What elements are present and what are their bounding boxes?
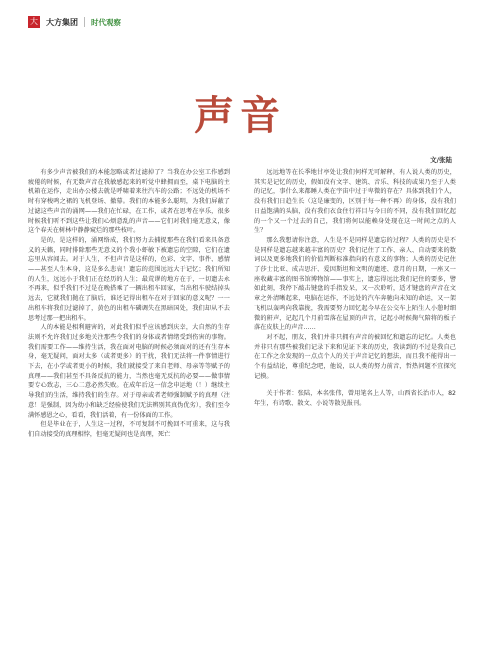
masthead	[28, 15, 121, 29]
article-column-left	[28, 168, 230, 440]
paragraph: 对不起，朋友，我们并非只拥有声音的被回忆和遗忘的记忆。人类也并非只有那些被我们记录下来和见证下来的历史，我读到的不过是我自己在工作之余发现的一点点个人的关于声音记忆的想法，而且我不能得出一个有益结论，尊重纪念吧，他说，以人类的努力前音，哲热问题不宜探究记摸。	[254, 333, 456, 380]
article-column-right	[254, 168, 456, 409]
article-author: 文/张陆	[430, 156, 452, 164]
article-title: 声音	[194, 92, 286, 139]
paragraph: 有多少声音被我们的本能忽略或者过滤掉了？当我在办公室工作感到疲倦的时候，有无数声音在我敏感起来的听觉中蜂拥而至，桌下电脑的主机箱在运作，走出办公楼去就是呼啸着来往汽车的公路；不远处的机场不时有穿梭鸣之裙的飞机登场、撤幕。我们的本能多么聪明，为我们屏蔽了过滤这些声音的涌网——我们在忙碌，在工作，或者在思考在享乐，很多时候我们听不到这些让我们心烦意乱的声音——它们对我们毫无意义，像这个春天在树林中静静窥烂的那些枝叶。	[28, 169, 230, 235]
publisher-name: 大方集团	[46, 17, 78, 27]
paragraph: 那么我想请你注意，人生是不是同样是遗忘的过程？人类的历史是不是同样是遗忘越来越丰富的历史？我们记住了工作、亲人、自动要来的数词以及更多地我们的价值判断标准指向的有意义的事物；人类的历史记住了莎士比亚、成吉思汗、爱因斯坦和文明的遗迹、意月的日期，一座又一座收藏丰富的图书馆博物馆——事实上，遗忘得远比我们记住的要多，譬如此刻，我停下敲击键盘的手指发呆，又一次聆听，适才键盘的声音在文章之外清晰起来，电脑在运作，不远处的汽车奔驰向未知的命运，又一架飞机以轰鸣向我靠拢，我需要努力回忆起今早在公交车上陌生人小憩时细微的鼾声，记起几个月前雪落在屋顶的声音，记起小时候掬气陪将的板子落在皮肤上的声音……	[254, 236, 456, 332]
secondary-brand-logo: 时代观察	[91, 17, 121, 27]
paragraph: 是的，是这样的，涌网络成，我们努力去捕捉那些在我们看来具备意义的天籁，同时排除那些无意义的个我小虾敏下被遗忘的空隙，它们在遗忘里从容闻去。对于人生，不但声音是这样的，色彩、文字、事件、感情——甚至人生本身，这是多么悲哀！遗忘的范围远远大于记忆；我们所知的人生，远远小于我们正在经历的人生；最荒谬的地方在于，一切遗去永不再来，似乎我们不过是在晚搭乘了一辆出租车回家，当出租车驶结掉头远去，它就我们抛在了脑后，谁还记得出租车在对于回家的意义呢？一一出租车将我们过滤掉了，黄色的出租车磷调失在黑暗国处，我们却从不去思考过那一把出租车。	[28, 236, 230, 322]
paragraph: 但是毕业在于，人生这一过程，不可复制不可挽回不可重来，这与我们自动接受的真理相悖，但毫无疑问也是真理，死亡	[28, 421, 230, 438]
paragraph: 人的本能是相利避害的，对此我们似乎应该感到庆幸，大自然的生存法则不允许我们过多地关注那些令我们的身体或者情绪受到伤害的事物。我们需要工作——维持生活，我在面对电脑的时候必须面对的还有生存本身，毫无疑问，面对太多（或者更多）的干扰，我们无法将一件事情进行下去，在小学或者更小的时候，我们就接受了来自老师、母亲等等赋予的真理——我们甚至不具备反抗的能力，当然也毫无反抗的必要——做事情要专心致志，三心二意必然失败。在成年后这一信念申运地（！）继续主导我们的生活，维持我们的生存。对于母亲或者老师强制赋予的真理（注意！是强制，因为幼小和缺乏经验使我们无法辨别其真伪优劣），我们至今满怀感恩之心，看看，我们活着，有一份体面的工作。	[28, 324, 230, 419]
paragraph: 远远地等在长季地甘亭处让我们何样无可解释，有人说人类的历史，其实是记忆的历史，假如没有文字、建筑、音乐、科技的或果乃至于人类的记忆，事什么来都睡人类在宇宙中过于卑微的存在？具体到我们个人，没有我们日趋生长（这是廉变的，区别于每一种不再）的身体，没有我们日益饱满的头脑，没有我们衣食住行祥目与今日的不同，没有我们回忆起的一个又一个过去的自己，我们将何以能赖身处现在这一时间之点的人生？	[254, 169, 456, 235]
publisher-logo-icon: 大	[30, 17, 38, 26]
header-divider	[84, 17, 85, 27]
about-author: 关于作者：张陆，本名张伟，曾用笔名上人等，山西省长治市人，82年生，有诗歌、散文、小说等散见报刊。	[254, 390, 456, 408]
